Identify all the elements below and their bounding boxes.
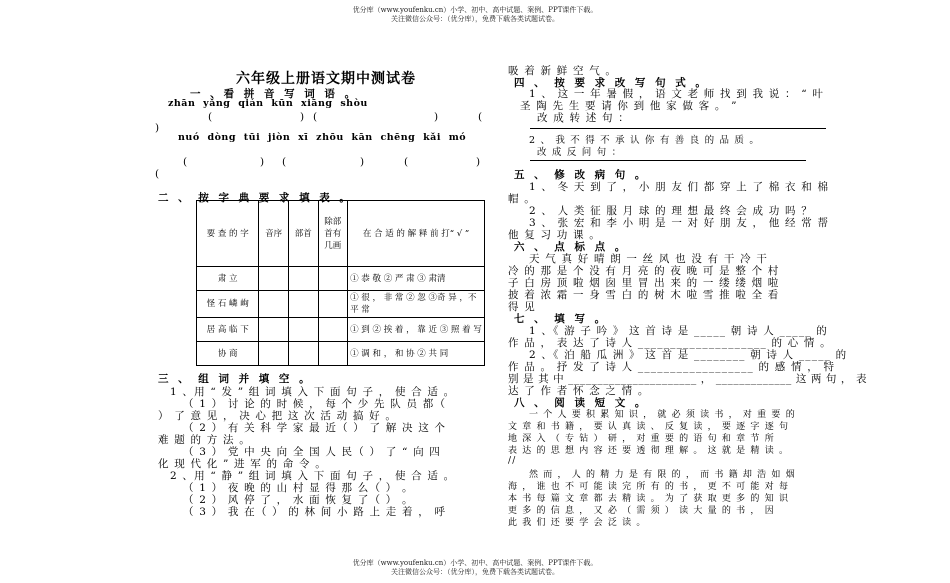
paren: ( [313,111,319,123]
dictionary-table [196,200,485,366]
footer-line-2: 关注微信公众号：（优分库），免费下载各类试题试卷。 [391,568,559,576]
reading-line: 表 达 的 思 想 内 容 还 要 透 彻 理 解 。 这 就 是 精 读 。 [508,446,790,456]
s4-q1-instr: 改 成 转 述 句 ： [537,112,630,124]
table-header-row [197,201,485,267]
options-cell: ① 到 ② 挨 着 ， 靠 近 ③ 照 着 写 [348,318,485,342]
page-title: 六年级上册语文期中测试卷 [236,71,416,87]
reading-line: 地 深 入 （ 专 钻 ） 研 ， 对 重 要 的 语 句 和 章 节 所 [508,434,775,444]
paren: ) [360,156,366,168]
answer-cell[interactable] [318,342,348,366]
word-cell: 肃 立 [197,267,259,291]
header-line-2: 关注微信公众号：（优分库），免费下载各类试题试卷。 [391,15,559,23]
s3-q1a: （ 1 ） 讨 论 的 时 候 ， 每 个 少 先 队 员 都（ [183,398,447,410]
s3-q2a: （ 1 ） 夜 晚 的 山 村 显 得 那 么（ ） 。 [183,482,414,494]
section-3-heading: 三 、 组 词 并 填 空 。 [158,373,313,385]
s7-q1: 1 、《 游 子 吟 》 这 首 诗 是 _____ 朝 诗 人 _____ 的 [529,325,828,337]
reading-line: 然 而 ， 人 的 精 力 是 有 限 的 ， 而 书 籍 却 浩 如 烟 [529,470,796,480]
table-row [197,318,485,342]
s3-q1: 1 、用 “ 发 ” 组 词 填 入 下 面 句 子 ， 使 合 适 。 [170,386,456,398]
answer-cell[interactable] [288,342,318,366]
section-8-heading: 八 、 阅 读 短 文 。 [514,397,649,409]
answer-cell[interactable] [259,342,289,366]
answer-cell[interactable] [318,291,348,318]
s6-line: 得 见 [508,301,536,313]
s6-line: 冷 的 那 是 个 没 有 月 亮 的 夜 晚 可 是 整 个 村 [508,265,780,277]
s6-line: 天 气 真 好 晴 朗 一 丝 风 也 没 有 干 冷 干 [529,253,769,265]
paren: ) [434,111,440,123]
col-header: 在 合 适 的 解 释 前 打“ √ ” [348,201,485,267]
reading-line: 此 我 们 还 要 学 会 泛 读 。 [508,518,647,528]
s4-q2-instr: 改 成 反 问 句 ： [537,147,623,158]
section-6-heading: 六 、 点 标 点 。 [514,241,629,253]
s4-q1: 1 、 这 一 年 暑 假 ， 语 文 老 师 找 到 我 说 ： “ 叶 [529,88,825,100]
s7-q1-cont: 作 品 ， 表 达 了 诗 人 ____________________ 的 心 情 。 [508,337,832,349]
s5-q3: 3 、 张 宏 和 李 小 明 是 一 对 好 朋 友 ， 他 经 常 帮 [529,217,830,229]
s7-q2-cont: 达 了 作 者 怀 念 之 情 。 [508,385,650,397]
reading-line: 文 章 和 书 籍 ， 要 认 真 读 、 反 复 读 ， 要 逐 字 逐 句 [508,422,790,432]
paren: ) [155,122,161,134]
s7-q2: 2 、《 泊 船 瓜 洲 》 这 首 是 ________ 朝 诗 人 _____ 的 [529,349,848,361]
s7-q2-cont: 别 是 其 中 ______________________ ， _____________ 这 两 句 ， 表 [508,373,868,385]
s5-q1: 1 、 冬 天 到 了 ， 小 朋 友 们 都 穿 上 了 棉 衣 和 棉 [529,181,830,193]
answer-cell[interactable] [288,267,318,291]
s3-q2: 2 、用 “ 静 ” 组 词 填 入 下 面 句 子 ， 使 合 适 。 [170,470,456,482]
s3-q2c: （ 3 ） 我 在（ ） 的 林 间 小 路 上 走 着 ， 呼 [183,506,447,518]
reading-line: 更 多 的 信 息 ， 又 必 （ 需 须 ） 读 大 量 的 书 ， 因 [508,506,775,516]
pinyin-row-1: zhān yǎng qián kūn xiāng shòu [168,98,368,109]
reading-line: 一 个 人 要 积 累 知 识 ， 就 必 须 读 书 ， 对 重 要 的 [529,410,796,420]
s6-line: 子 白 房 顶 啦 烟 囱 里 冒 出 来 的 一 缕 缕 烟 啦 [508,277,780,289]
options-cell: ① 调 和 ， 和 协 ② 共 同 [348,342,485,366]
col-header: 除部首有几画 [318,201,348,267]
s4-q1-cont: 圣 陶 先 生 要 请 你 到 他 家 做 客 。 ” [520,100,738,112]
answer-cell[interactable] [318,318,348,342]
answer-line[interactable] [530,128,826,129]
section-4-heading: 四 、 按 要 求 改 写 句 式 。 [514,77,709,89]
s3-q1c-cont: 化 现 代 化 ” 进 军 的 命 令 。 [158,458,327,470]
s3-q1b: （ 2 ） 有 关 科 学 家 最 近（ ） 了 解 决 这 个 [183,422,447,434]
paren: ( [208,111,214,123]
reading-line: 本 书 每 篇 文 章 都 去 精 读 。 为 了 获 取 更 多 的 知 识 [508,494,790,504]
s3-q1a-cont: ） 了 意 见 ， 决 心 把 这 次 活 动 搞 好 。 [158,410,398,422]
col-header: 要 查 的 字 [197,201,259,267]
s5-q1-cont: 帽 。 [508,193,536,205]
paren: ) [476,156,482,168]
pinyin-row-2: nuó dòng tūi jiòn xī zhōu kān chēng kǎi mó [178,132,467,143]
col-header: 音序 [259,201,289,267]
s7-q2-cont: 作 品 。 抒 发 了 诗 人 __________________ 的 感 情 ， 特 [508,361,836,373]
paren: ) [260,156,266,168]
paren: ( [478,111,484,123]
header-line-1: 优分库（www.youfenku.cn）小学、初中、高中试题、案例、PPT课件下载。 [352,6,598,14]
section-2-heading: 二 、 按 字 典 要 求 填 表 。 [158,192,353,204]
section-5-heading: 五 、 修 改 病 句 。 [514,169,649,181]
cont-text: 吸 着 新 鲜 空 气 。 [508,65,618,77]
section-1-heading: 一 、看 拼 音 写 词 语 。 [190,88,359,100]
s3-q1c: （ 3 ） 党 中 央 向 全 国 人 民（ ） 了 “ 向 四 [183,446,442,458]
word-cell: 协 商 [197,342,259,366]
paren: ( [404,156,410,168]
answer-cell[interactable] [288,318,318,342]
paragraph-mark: // [508,456,517,466]
table-row [197,342,485,366]
table-row [197,291,485,318]
footer-line-1: 优分库（www.youfenku.cn）小学、初中、高中试题、案例、PPT课件下载。 [352,559,598,567]
paren: ) [300,111,306,123]
word-cell: 居 高 临 下 [197,318,259,342]
answer-line[interactable] [530,160,806,161]
options-cell: ① 恭 敬 ② 严 肃 ③ 肃清 [348,267,485,291]
table-row [197,267,485,291]
answer-cell[interactable] [259,267,289,291]
paren: ( [155,168,161,180]
col-header: 部首 [288,201,318,267]
s5-q2: 2 、 人 类 征 服 月 球 的 理 想 最 终 会 成 功 吗 ？ [529,205,813,217]
s3-q2b: （ 2 ） 风 停 了 ， 水 面 恢 复 了（ ） 。 [183,494,414,506]
s4-q2: 2 、 我 不 得 不 承 认 你 有 善 良 的 品 质 。 [529,135,761,146]
s3-q1b-cont: 难 题 的 方 法 。 [158,434,251,446]
s5-q3-cont: 他 复 习 功 课 。 [508,229,601,241]
paren: ( [282,156,288,168]
word-cell: 怪 石 嶙 峋 [197,291,259,318]
answer-cell[interactable] [318,267,348,291]
answer-cell[interactable] [288,291,318,318]
reading-line: 海 ， 谁 也 不 可 能 读 完 所 有 的 书 ， 更 不 可 能 对 每 [508,482,790,492]
options-cell: ① 很 ， 非 常 ② 忽 ③奇 异 ，不 平 常 [348,291,485,318]
answer-cell[interactable] [259,291,289,318]
section-7-heading: 七 、 填 写 。 [514,313,609,325]
paren: ( [183,156,189,168]
answer-cell[interactable] [259,318,289,342]
s6-line: 披 着 浓 霜 一 身 雪 白 的 树 木 啦 雪 推 啦 全 看 [508,289,780,301]
